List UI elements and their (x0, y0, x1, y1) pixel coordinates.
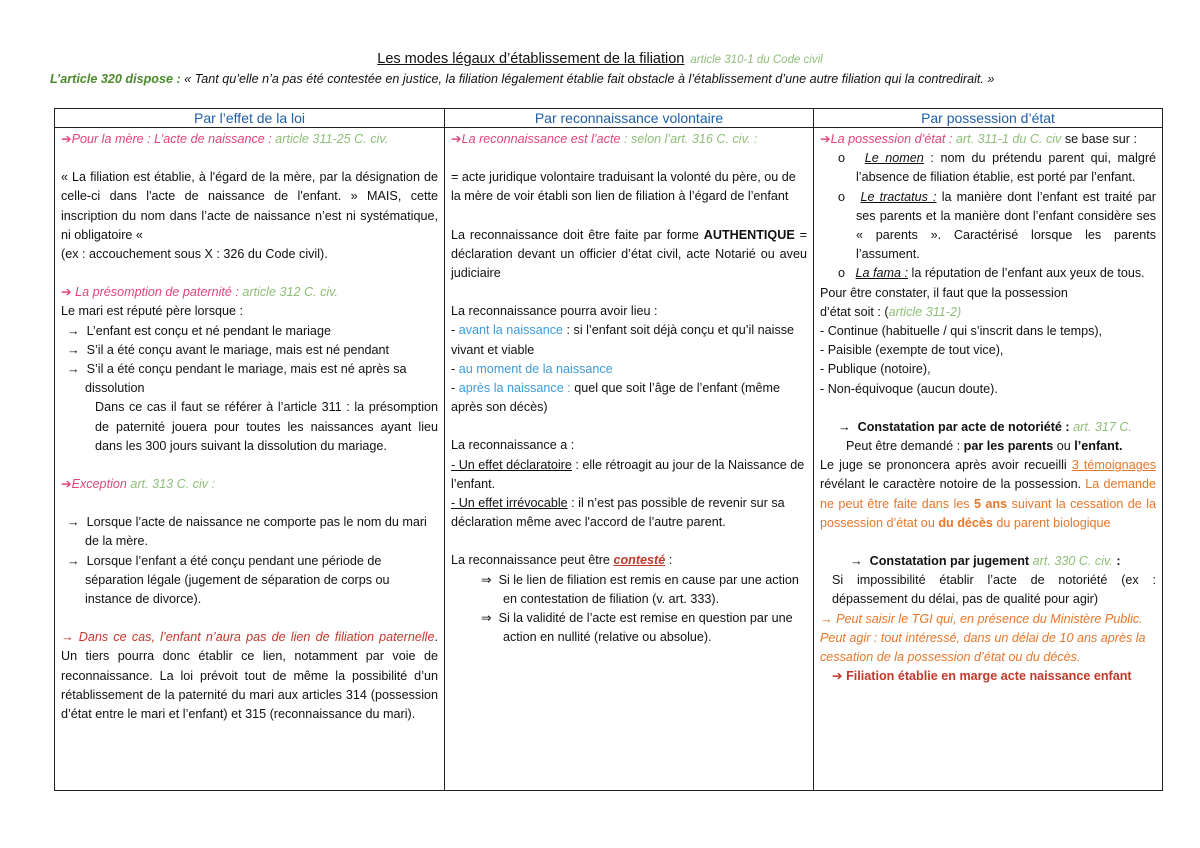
heading-possession: La possession d’état : (830, 132, 953, 146)
list-item: - Un effet irrévocable : il n’est pas possible de revenir sur sa déclaration même avec l'accord de l’autre parent. (451, 496, 785, 530)
list-item: → S’il a été conçu pendant le mariage, mais est né après sa dissolution (67, 362, 407, 396)
bullet-icon: o (838, 189, 846, 204)
paragraph-filiation-etablie: ➔ Filiation établie en marge acte naissance enfant (832, 669, 1132, 684)
heading-exception: Exception (71, 477, 127, 492)
list-item: → Lorsque l’acte de naissance ne comporte pas le nom du mari de la mère. (67, 515, 427, 549)
arrow-icon: ➔ (820, 132, 831, 146)
heading-acte-naissance: Pour la mère : L’acte de naissance : (71, 132, 272, 146)
arrow-right-icon: → (838, 419, 851, 434)
section-reconnaissance (451, 130, 807, 149)
arrow-right-icon: → (850, 554, 863, 569)
heading-jugement: → Constatation par jugement art. 330 C. civ. : (850, 554, 1121, 569)
arrow-icon: ➔ (61, 285, 72, 300)
ref-311-1: art. 311-1 du C. civ (955, 132, 1062, 146)
ref-316: : selon l’art. 316 C. civ. : (623, 132, 758, 146)
filiation-table (54, 108, 1163, 791)
list-item: - au moment de la naissance (451, 361, 613, 376)
document-title (0, 50, 1200, 69)
bullet-icon: o (838, 151, 846, 166)
list-item: o Le tractatus : la manière dont l’enfant est traité par ses parents et la manière dont l’enfant considère ses « parents ». Caractérisé lorsque les parents l’assument. (838, 189, 1156, 262)
list-item: ⇒ Si le lien de filiation est remis en cause par une action en contestation de filiation (v. art. 333). (481, 572, 799, 606)
section-presomption (61, 283, 438, 302)
list-item: - Un effet déclaratoire : elle rétroagit au jour de la Naissance de l’enfant. (451, 457, 805, 491)
list-item: → S’il a été conçu avant le mariage, mais est né pendant (67, 342, 390, 357)
paragraph-exemple-x: (ex : accouchement sous X : 326 du Code civil). (61, 247, 328, 262)
header-reconnaissance: Par reconnaissance volontaire (445, 109, 814, 128)
table-body-row (55, 128, 1163, 791)
paragraph-conditions-ref: d’état soit : (article 311-2) (820, 304, 962, 319)
section-exception (61, 475, 438, 494)
column-possession (814, 128, 1163, 791)
arrow-right-icon: → (67, 362, 80, 377)
arrow-icon: → (61, 630, 74, 645)
arrow-right-icon: → (67, 323, 80, 338)
list-item: o La fama : la réputation de l’enfant aux yeux de tous. (838, 266, 1145, 281)
paragraph-definition: = acte juridique volontaire traduisant la volonté du père, ou de la mère de voir établi son lien de filiation à l’égard de l’enfant (451, 170, 796, 204)
table-header-row (55, 109, 1163, 128)
paragraph-conditions: Pour être constater, il faut que la possession (820, 285, 1068, 300)
paragraph-article-311: Dans ce cas il faut se référer à l’article 311 : la présomption de paternité jouera pour toutes les naissances ayant lieu dans les 300 jours suivant la dissolution du mariage. (95, 400, 438, 453)
heading-notoriete: → Constatation par acte de notoriété : art. 317 C. (838, 419, 1132, 434)
list-item: → Lorsque l’enfant a été conçu pendant une période de séparation légale (jugement de séparation de corps ou instance de divorce). (67, 553, 390, 607)
list-item: - avant la naissance : si l’enfant soit déjà conçu et qu’il naisse vivant et viable (451, 323, 795, 357)
arrow-icon: ➔ (832, 669, 843, 684)
title-reference: article 310-1 du Code civil (690, 54, 823, 66)
list-item: - Continue (habituelle / qui s’inscrit dans le temps), (820, 324, 1103, 339)
column-effet-loi (55, 128, 445, 791)
paragraph-filiation-mere: « La filiation est établie, à l'égard de la mère, par la désignation de celle-ci dans l'acte de naissance de l'enfant. » MAIS, cette inscription du nom dans l’acte de naissance n’est ni systématique, ni obligatoire « (61, 170, 438, 242)
heading-presomption: La présomption de paternité : (75, 285, 239, 300)
paragraph-temoignages: Le juge se prononcera après avoir recueilli 3 témoignages révélant le caractère notoire de la possession. La demande ne peut être faite dans les 5 ans suivant la cessation de la possession d’état ou du décès du parent biologique (820, 458, 1157, 530)
column-reconnaissance (445, 128, 814, 791)
arrow-icon: ➔ (61, 477, 72, 492)
arrow-right-icon: → (67, 342, 80, 357)
title-main: Les modes légaux d’établissement de la filiation (377, 51, 685, 67)
paragraph-impossibilite: Si impossibilité établir l’acte de notoriété (ex : dépassement du délai, pas de qualité pour agir) (832, 573, 1156, 607)
intro-quote (50, 71, 1170, 88)
header-possession: Par possession d’état (814, 109, 1163, 128)
paragraph-contestation: La reconnaissance peut être contesté : (451, 553, 673, 568)
list-item: ⇒ Si la validité de l’acte est remise en question par une action en nullité (relative ou absolue). (481, 611, 793, 645)
list-item: - Paisible (exempte de tout vice), (820, 343, 1004, 358)
bullet-icon: o (838, 266, 846, 281)
paragraph-moment: La reconnaissance pourra avoir lieu : (451, 304, 658, 319)
double-arrow-icon: ⇒ (481, 572, 492, 587)
list-item: - Non-équivoque (aucun doute). (820, 381, 998, 396)
heading-reconnaissance: La reconnaissance est l’acte (461, 132, 621, 146)
list-item: - après la naissance : quel que soit l’âge de l’enfant (même après son décès) (451, 381, 781, 415)
list-item: → L’enfant est conçu et né pendant le mariage (67, 323, 331, 338)
arrow-icon: ➔ (451, 132, 462, 146)
arrow-right-icon: → (67, 515, 80, 530)
header-effet-loi: Par l’effet de la loi (55, 109, 445, 128)
list-item: - Publique (notoire), (820, 362, 931, 377)
double-arrow-icon: ⇒ (481, 611, 492, 626)
section-mere (61, 130, 438, 149)
section-possession: ➔La possession d’état : art. 311-1 du C. civ se base sur : (820, 132, 1137, 146)
paragraph-consequence: → Dans ce cas, l’enfant n’aura pas de lien de filiation paternelle. Un tiers pourra donc établir ce lien, notamment par voie de reconnaissance. La loi prévoit tout de même la possibilité d’un rétablissement de la paternité du mari aux articles 314 (possession d’état entre le mari et l’enfant) et 315 (reconnaissance du mari). (61, 630, 438, 722)
arrow-right-icon: → (67, 553, 80, 568)
intro-text: « Tant qu’elle n’a pas été contestée en justice, la filiation légalement établie fait obstacle à l’établissement d’une autre filiation qui la contredirait. » (184, 72, 995, 86)
paragraph-tgi: → Peut saisir le TGI qui, en présence du Ministère Public. Peut agir : tout intéressé, dans un délai de 10 ans après la cessation de la possession d’état ou du décès. (820, 611, 1146, 665)
ref-313: art. 313 C. civ : (130, 477, 216, 492)
arrow-icon: → (820, 611, 833, 626)
list-item: o Le nomen : nom du prétendu parent qui, malgré l’absence de filiation établie, est porté par l’enfant. (838, 151, 1157, 185)
ref-311-25: article 311-25 C. civ. (275, 132, 389, 146)
ref-312: article 312 C. civ. (242, 285, 339, 300)
paragraph-forme: La reconnaissance doit être faite par forme AUTHENTIQUE = déclaration devant un officier d’état civil, acte Notarié ou aveu judiciaire (451, 227, 807, 281)
paragraph-demande: Peut être demandé : par les parents ou l’enfant. (846, 439, 1123, 454)
paragraph-mari-pere: Le mari est réputé père lorsque : (61, 304, 244, 319)
intro-label: L’article 320 dispose : (50, 72, 181, 86)
paragraph-effets: La reconnaissance a : (451, 438, 575, 453)
arrow-icon: ➔ (61, 132, 72, 146)
